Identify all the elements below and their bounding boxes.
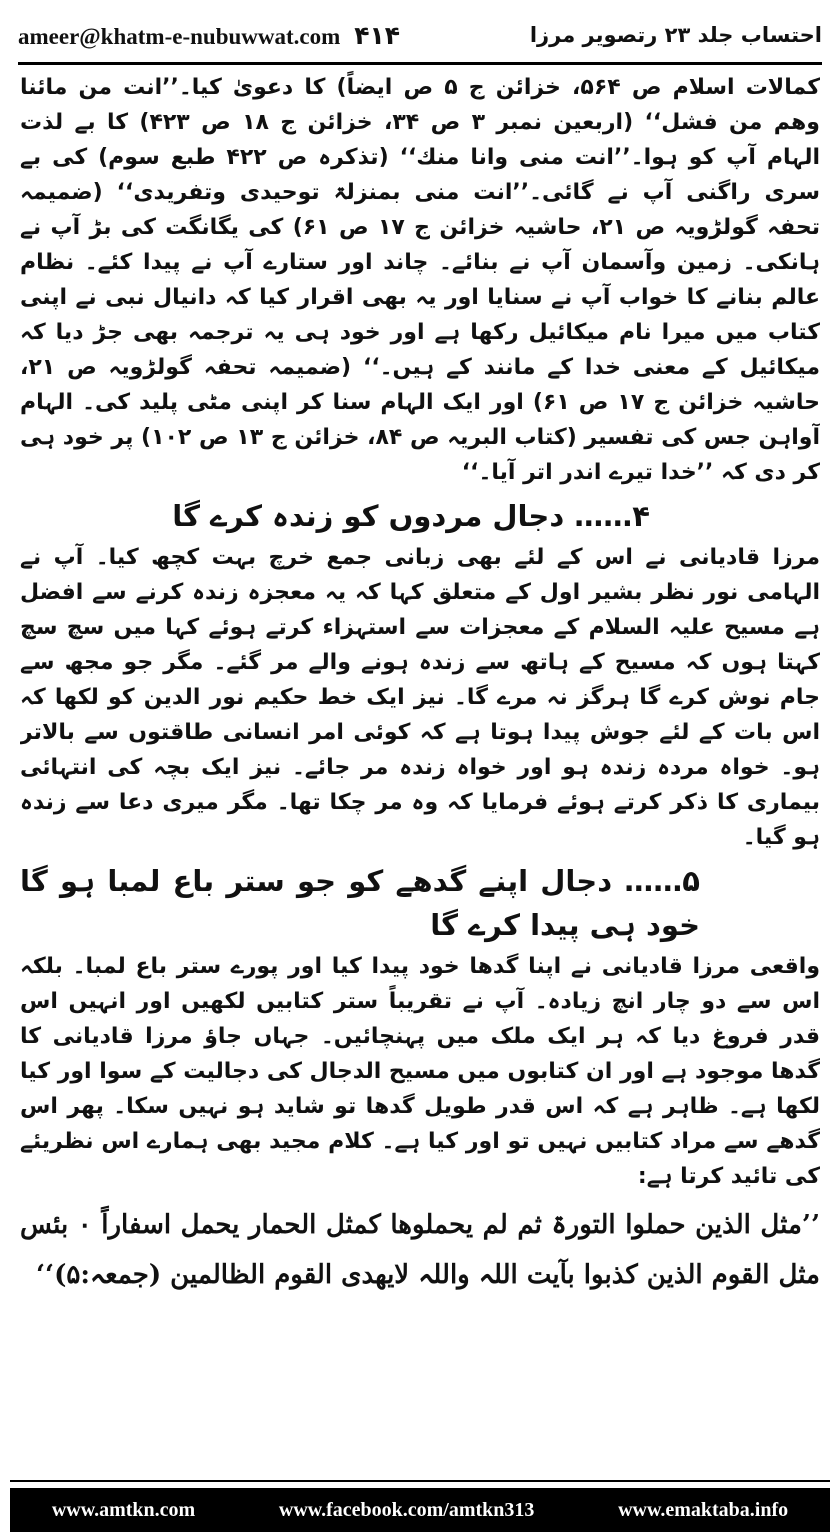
book-title: احتساب جلد ۲۳ رتصویر مرزا	[529, 23, 822, 47]
quran-quote: ’’مثل الذین حملوا التورۃ ثم لم یحملوھا کمثل الحمار یحمل اسفاراً ۰ بئس مثل القوم الذین کذبوا بآیت اللہ واللہ لایھدی القوم الظالمین (جمعہ:۵)‘‘	[20, 1210, 820, 1290]
footer-link[interactable]: www.amtkn.com	[51, 1498, 196, 1521]
footer-rule	[10, 1480, 830, 1482]
footer-link[interactable]: www.emaktaba.info	[618, 1498, 789, 1521]
header-left	[18, 21, 400, 50]
page-number: ۴۱۴	[354, 20, 401, 50]
page-content	[20, 70, 820, 1468]
footer-link[interactable]: www.facebook.com/amtkn313	[278, 1498, 535, 1521]
header-email: ameer@khatm-e-nubuwwat.com	[18, 23, 341, 49]
paragraph: واقعی مرزا قادیانی نے اپنا گدھا خود پیدا کیا اور پورے ستر باع لمبا۔ بلکہ اس سے دو چار انچ زیادہ۔ آپ نے تقریباً ستر کتابیں لکھیں اور انہیں اس قدر فروغ دیا کہ ہر ایک ملک میں پہنچائیں۔ جہاں جاؤ مرزا قادیانی کا گدھا موجود ہے اور ان کتابوں میں مسیح الدجال کی دجالیت کے سوا اور کیا لکھا ہے۔ ظاہر ہے کہ اس قدر طویل گدھا تو شاید ہو نہیں سکا۔ پھر اس گدھے سے مراد کتابیں نہیں تو اور کیا ہے۔ کلام مجید بھی ہمارے اس نظریئے کی تائید کرتا ہے:	[20, 954, 820, 1189]
page-footer	[10, 1488, 830, 1532]
page-header	[18, 12, 822, 58]
paragraph: مرزا قادیانی نے اس کے لئے بھی زبانی جمع خرچ بہت کچھ کیا۔ آپ نے الہامی نور نظر بشیر اول کے متعلق کہا کہ یہ معجزہ زندہ کرنے سے افضل ہے مسیح علیہ السلام کے معجزات سے استہزاء کرتے ہوئے کہا میں سچ سچ کہتا ہوں کہ مسیح کے ہاتھ سے زندہ ہونے والے مر گئے۔ مگر جو مجھ سے جام نوش کرے گا ہرگز نہ مرے گا۔ نیز ایک خط حکیم نور الدین کو لکھا کہ اس بات کے لئے جوش پیدا ہوتا ہے کہ کوئی امر انسانی طاقتوں سے بالاتر ہو۔ خواہ مردہ زندہ ہو اور خواہ زندہ مر جائے۔ نیز ایک بچہ کی انتہائی بیماری کا ذکر کرتے ہوئے فرمایا کہ وہ مر چکا تھا۔ مگر میری دعا سے زندہ ہو گیا۔	[20, 545, 820, 850]
section-heading: ۵…… دجال اپنے گدھے کو جو ستر باع لمبا ہو گا خود ہی پیدا کرے گا	[20, 864, 700, 942]
section-heading: ۴…… دجال مردوں کو زندہ کرے گا	[172, 499, 650, 533]
paragraph: کمالات اسلام ص ۵۶۴، خزائن ج ۵ ص ایضاً) کا دعویٰ کیا۔’’انت من مائنا وھم من فشل‘‘ (اربعین نمبر ۳ ص ۳۴، خزائن ج ۱۸ ص ۴۲۳) کا بے لذت الہام آپ کو ہوا۔’’انت منی وانا منك‘‘ (تذکرہ ص ۴۲۲ طبع سوم) کی بے سری راگنی آپ نے گائی۔’’انت منی بمنزلۃ توحیدی وتفریدی‘‘ (ضمیمہ تحفہ گولڑویہ ص ۲۱، حاشیہ خزائن ج ۱۷ ص ۶۱) کی یگانگت کی بڑ آپ نے ہانکی۔ زمین وآسمان آپ نے بنائے۔ چاند اور ستارے آپ نے پیدا کئے۔ نظام عالم بنانے کا خواب آپ نے سنایا اور یہ بھی اقرار کیا کہ دانیال نبی نے اپنی کتاب میں میرا نام میکائیل رکھا ہے اور خود ہی یہ ترجمہ بھی جڑ دیا کہ میکائیل کے معنی خدا کے مانند کے ہیں۔‘‘ (ضمیمہ تحفہ گولڑویہ ص ۲۱، حاشیہ خزائن ج ۱۷ ص ۶۱) اور ایک الہام سنا کر اپنی مٹی پلید کی۔ الہام آواہن جس کی تفسیر (کتاب البریہ ص ۸۴، خزائن ج ۱۳ ص ۱۰۲) پر خود ہی کر دی کہ ’’خدا تیرے اندر اتر آیا۔‘‘	[20, 75, 820, 485]
header-rule	[18, 62, 822, 65]
